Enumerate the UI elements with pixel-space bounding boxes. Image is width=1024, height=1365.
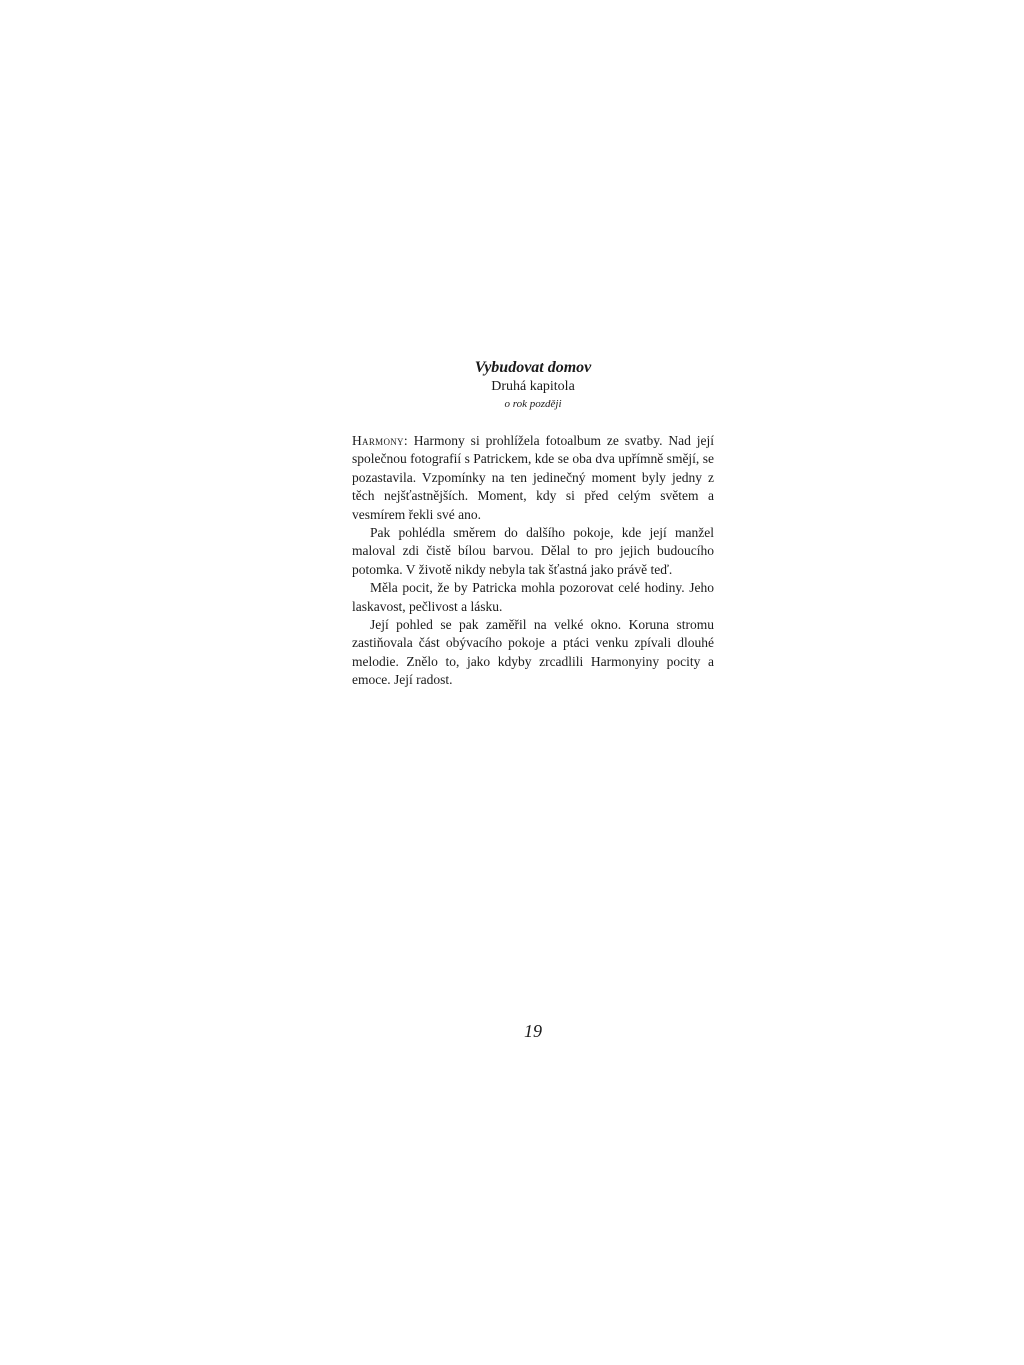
page-number: 19 [524, 1021, 542, 1041]
chapter-body [352, 432, 714, 690]
chapter-title: Vybudovat domov [474, 359, 592, 376]
paragraph-1-text: Harmony si prohlížela fotoalbum ze svatby. Nad její společnou fotografií s Patrickem, kde se oba dva upřímně smějí, se pozastavila. Vzpomínky na ten jedinečný moment byly jedny z těch nejšťastnějších. Moment, kdy si před celým světem a vesmírem řekli své ano. [352, 433, 714, 522]
paragraph-3: Měla pocit, že by Patricka mohla pozorovat celé hodiny. Jeho laskavost, pečlivost a lásku. [352, 580, 714, 614]
paragraph-4: Její pohled se pak zaměřil na velké okno. Koruna stromu zastiňovala část obývacího pokoje a ptáci venku zpívali dlouhé melodie. Znělo to, jako kdyby zrcadlili Harmonyiny pocity a emoce. Její radost. [352, 617, 714, 688]
chapter-subtitle: Druhá kapitola [491, 379, 575, 394]
chapter-heading [352, 358, 714, 412]
paragraph-2: Pak pohlédla směrem do dalšího pokoje, kde její manžel maloval zdi čistě bílou barvou. Dělal to pro jejich budoucího potomka. V životě nikdy nebyla tak šťastná jako právě teď. [352, 525, 714, 577]
chapter-time-note: o rok později [504, 398, 562, 410]
speaker-label: Harmony: [352, 433, 408, 448]
paragraph-1 [352, 432, 714, 524]
